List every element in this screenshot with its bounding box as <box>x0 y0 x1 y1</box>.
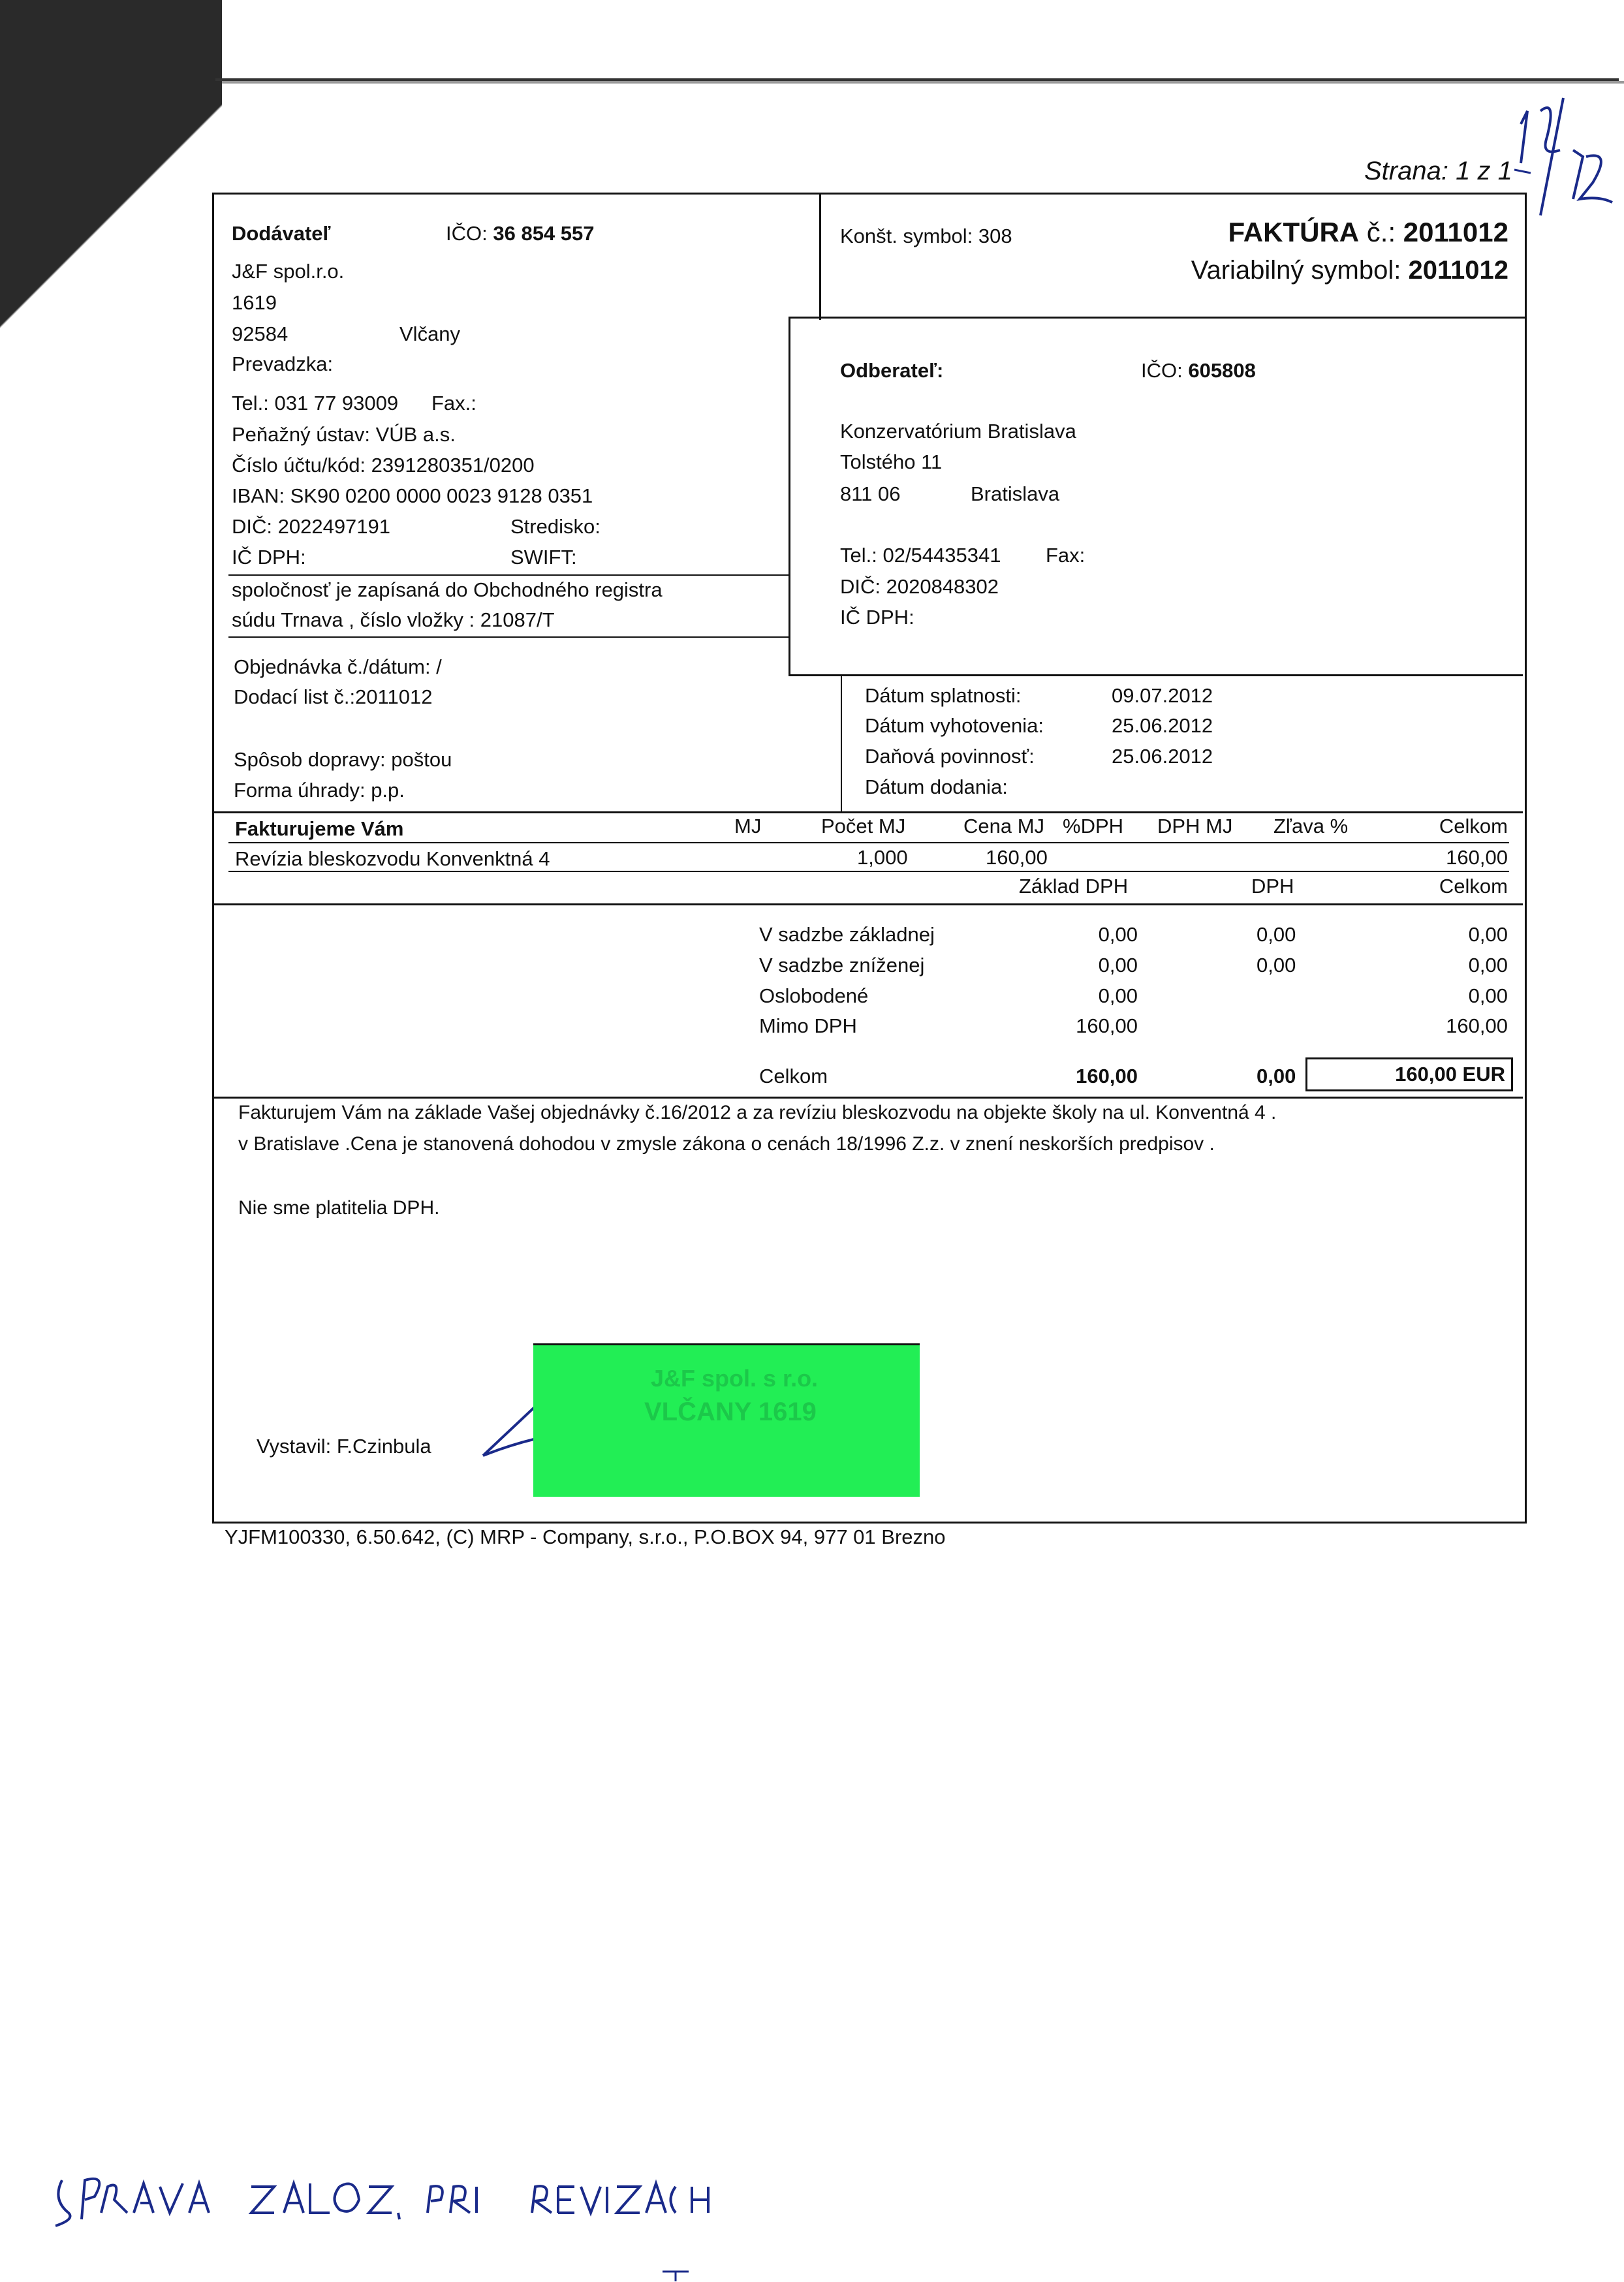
handwritten-bottom-note-drawing <box>49 2148 734 2282</box>
grand-vat: 0,00 <box>1257 1065 1296 1087</box>
items-header-line <box>228 842 1509 843</box>
date-value: 09.07.2012 <box>1112 684 1213 707</box>
supplier-zip: 92584 <box>232 322 289 345</box>
vat-row-base: 0,00 <box>1098 923 1138 946</box>
items-header-price: Cena MJ <box>963 815 1045 837</box>
dates-divider <box>841 674 842 811</box>
customer-street: Tolstého 11 <box>840 450 943 473</box>
date-value: 25.06.2012 <box>1112 714 1213 737</box>
supplier-dic: DIČ: 2022497191 <box>232 515 391 538</box>
stamp-line-1: J&F spol. s r.o. <box>651 1365 819 1392</box>
supplier-account: Číslo účtu/kód: 2391280351/0200 <box>232 454 535 477</box>
header-divider-v <box>819 193 821 320</box>
vat-row-total: 0,00 <box>1468 954 1508 977</box>
vat-row-total: 0,00 <box>1468 984 1508 1007</box>
vat-row-base: 0,00 <box>1098 954 1138 977</box>
transport-method: Spôsob dopravy: poštou <box>234 748 452 771</box>
invoice-label: FAKTÚRA <box>1228 217 1360 247</box>
date-label: Dátum vyhotovenia: <box>865 714 1044 737</box>
customer-city: Bratislava <box>971 482 1060 505</box>
supplier-ico-value: 36 854 557 <box>493 222 595 245</box>
grand-total: 160,00 EUR <box>1395 1063 1505 1086</box>
supplier-street: 1619 <box>232 291 277 314</box>
supplier-bank: Peňažný ústav: VÚB a.s. <box>232 423 456 446</box>
supplier-name: J&F spol.r.o. <box>232 260 345 283</box>
items-header-total: Celkom <box>1439 815 1508 837</box>
payment-method: Forma úhrady: p.p. <box>234 779 405 802</box>
supplier-swift: SWIFT: <box>510 546 577 569</box>
supplier-iban: IBAN: SK90 0200 0000 0023 9128 0351 <box>232 484 593 507</box>
date-value: 25.06.2012 <box>1112 745 1213 768</box>
supplier-fax: Fax.: <box>431 392 476 414</box>
items-row-line <box>228 871 1509 872</box>
note-line-3: Nie sme platitelia DPH. <box>238 1197 440 1219</box>
page-value: 1 z 1 <box>1456 157 1512 185</box>
customer-fax: Fax: <box>1046 544 1085 567</box>
grand-label: Celkom <box>759 1065 828 1087</box>
customer-heading: Odberateľ: <box>840 359 944 382</box>
item-qty: 1,000 <box>857 846 908 869</box>
vat-row-label: Oslobodené <box>759 984 869 1007</box>
item-desc: Revízia bleskozvodu Konvenktná 4 <box>235 847 550 870</box>
vat-header-base: Základ DPH <box>1019 875 1129 898</box>
customer-name: Konzervatórium Bratislava <box>840 420 1076 443</box>
vat-row-vat: 0,00 <box>1257 954 1296 977</box>
footer-text: YJFM100330, 6.50.642, (C) MRP - Company, s.r.o., P.O.BOX 94, 977 01 Brezno <box>225 1525 946 1548</box>
delivery-note: Dodací list č.:2011012 <box>234 685 433 708</box>
date-label: Dátum dodania: <box>865 775 1008 798</box>
vat-header-total: Celkom <box>1439 875 1508 898</box>
vat-row-label: V sadzbe základnej <box>759 923 935 946</box>
invoice-c: č.: <box>1366 217 1396 247</box>
stamp-line-2: VLČANY 1619 <box>644 1398 817 1426</box>
item-total: 160,00 <box>1446 846 1508 869</box>
customer-ico <box>1141 359 1256 383</box>
variable-symbol <box>1191 256 1508 285</box>
vat-row-base: 160,00 <box>1076 1014 1138 1037</box>
items-header-mj: MJ <box>734 815 762 837</box>
supplier-line-2 <box>228 636 789 638</box>
date-label: Daňová povinnosť: <box>865 745 1035 768</box>
supplier-tel: Tel.: 031 77 93009 <box>232 392 399 414</box>
date-label: Dátum splatnosti: <box>865 684 1022 707</box>
page-label: Strana: <box>1364 157 1448 185</box>
issuer-label: Vystavil: F.Czinbula <box>257 1435 431 1458</box>
scan-edge-mask <box>222 81 1624 84</box>
vat-row-total: 160,00 <box>1446 1014 1508 1037</box>
supplier-heading: Dodávateľ <box>232 222 331 245</box>
supplier-ico <box>446 222 595 245</box>
items-header-desc: Fakturujeme Vám <box>235 817 404 840</box>
page-number <box>1364 157 1512 186</box>
vat-row-vat: 0,00 <box>1257 923 1296 946</box>
customer-tel: Tel.: 02/54435341 <box>840 544 1001 567</box>
vat-row-label: V sadzbe zníženej <box>759 954 925 977</box>
items-top-line <box>214 811 1523 813</box>
supplier-registry-2: súdu Trnava , číslo vložky : 21087/T <box>232 608 555 631</box>
supplier-icdph: IČ DPH: <box>232 546 306 569</box>
order-number: Objednávka č./dátum: / <box>234 655 442 678</box>
customer-zip: 811 06 <box>840 482 901 505</box>
items-header-discount: Zľava % <box>1273 815 1349 837</box>
supplier-prevadzka: Prevadzka: <box>232 352 334 375</box>
invoice-title <box>1228 217 1508 248</box>
item-price: 160,00 <box>986 846 1048 869</box>
customer-dic: DIČ: 2020848302 <box>840 575 999 598</box>
customer-ico-value: 605808 <box>1188 359 1256 382</box>
vat-row-base: 0,00 <box>1098 984 1138 1007</box>
supplier-ico-label: IČO: <box>446 222 488 245</box>
customer-ico-label: IČO: <box>1141 359 1183 382</box>
grand-base: 160,00 <box>1076 1065 1138 1087</box>
supplier-line-1 <box>228 574 789 576</box>
scan-edge <box>0 0 222 457</box>
supplier-registry-1: spoločnosť je zapísaná do Obchodného registra <box>232 578 663 601</box>
notes-top-line <box>214 1097 1523 1099</box>
vat-header-line <box>214 903 1523 905</box>
const-symbol: Konšt. symbol: 308 <box>840 225 1012 247</box>
customer-icdph: IČ DPH: <box>840 606 914 629</box>
variable-symbol-value: 2011012 <box>1408 256 1508 285</box>
supplier-city: Vlčany <box>399 322 461 345</box>
items-header-vat-mj: DPH MJ <box>1157 815 1233 837</box>
variable-symbol-label: Variabilný symbol: <box>1191 256 1401 285</box>
company-stamp <box>533 1343 920 1497</box>
vat-row-total: 0,00 <box>1468 923 1508 946</box>
items-header-vat-pct: %DPH <box>1063 815 1124 837</box>
supplier-stredisko: Stredisko: <box>510 515 601 538</box>
vat-header-vat: DPH <box>1251 875 1294 898</box>
note-line-2: v Bratislave .Cena je stanovená dohodou v zmysle zákona o cenách 18/1996 Z.z. v znení neskorších predpisov . <box>238 1133 1215 1155</box>
invoice-number: 2011012 <box>1403 217 1508 247</box>
items-header-qty: Počet MJ <box>821 815 906 837</box>
note-line-1: Fakturujem Vám na základe Vašej objednávky č.16/2012 a za revíziu bleskozvodu na objekte školy na ul. Konventná 4 . <box>238 1102 1277 1123</box>
vat-row-label: Mimo DPH <box>759 1014 857 1037</box>
